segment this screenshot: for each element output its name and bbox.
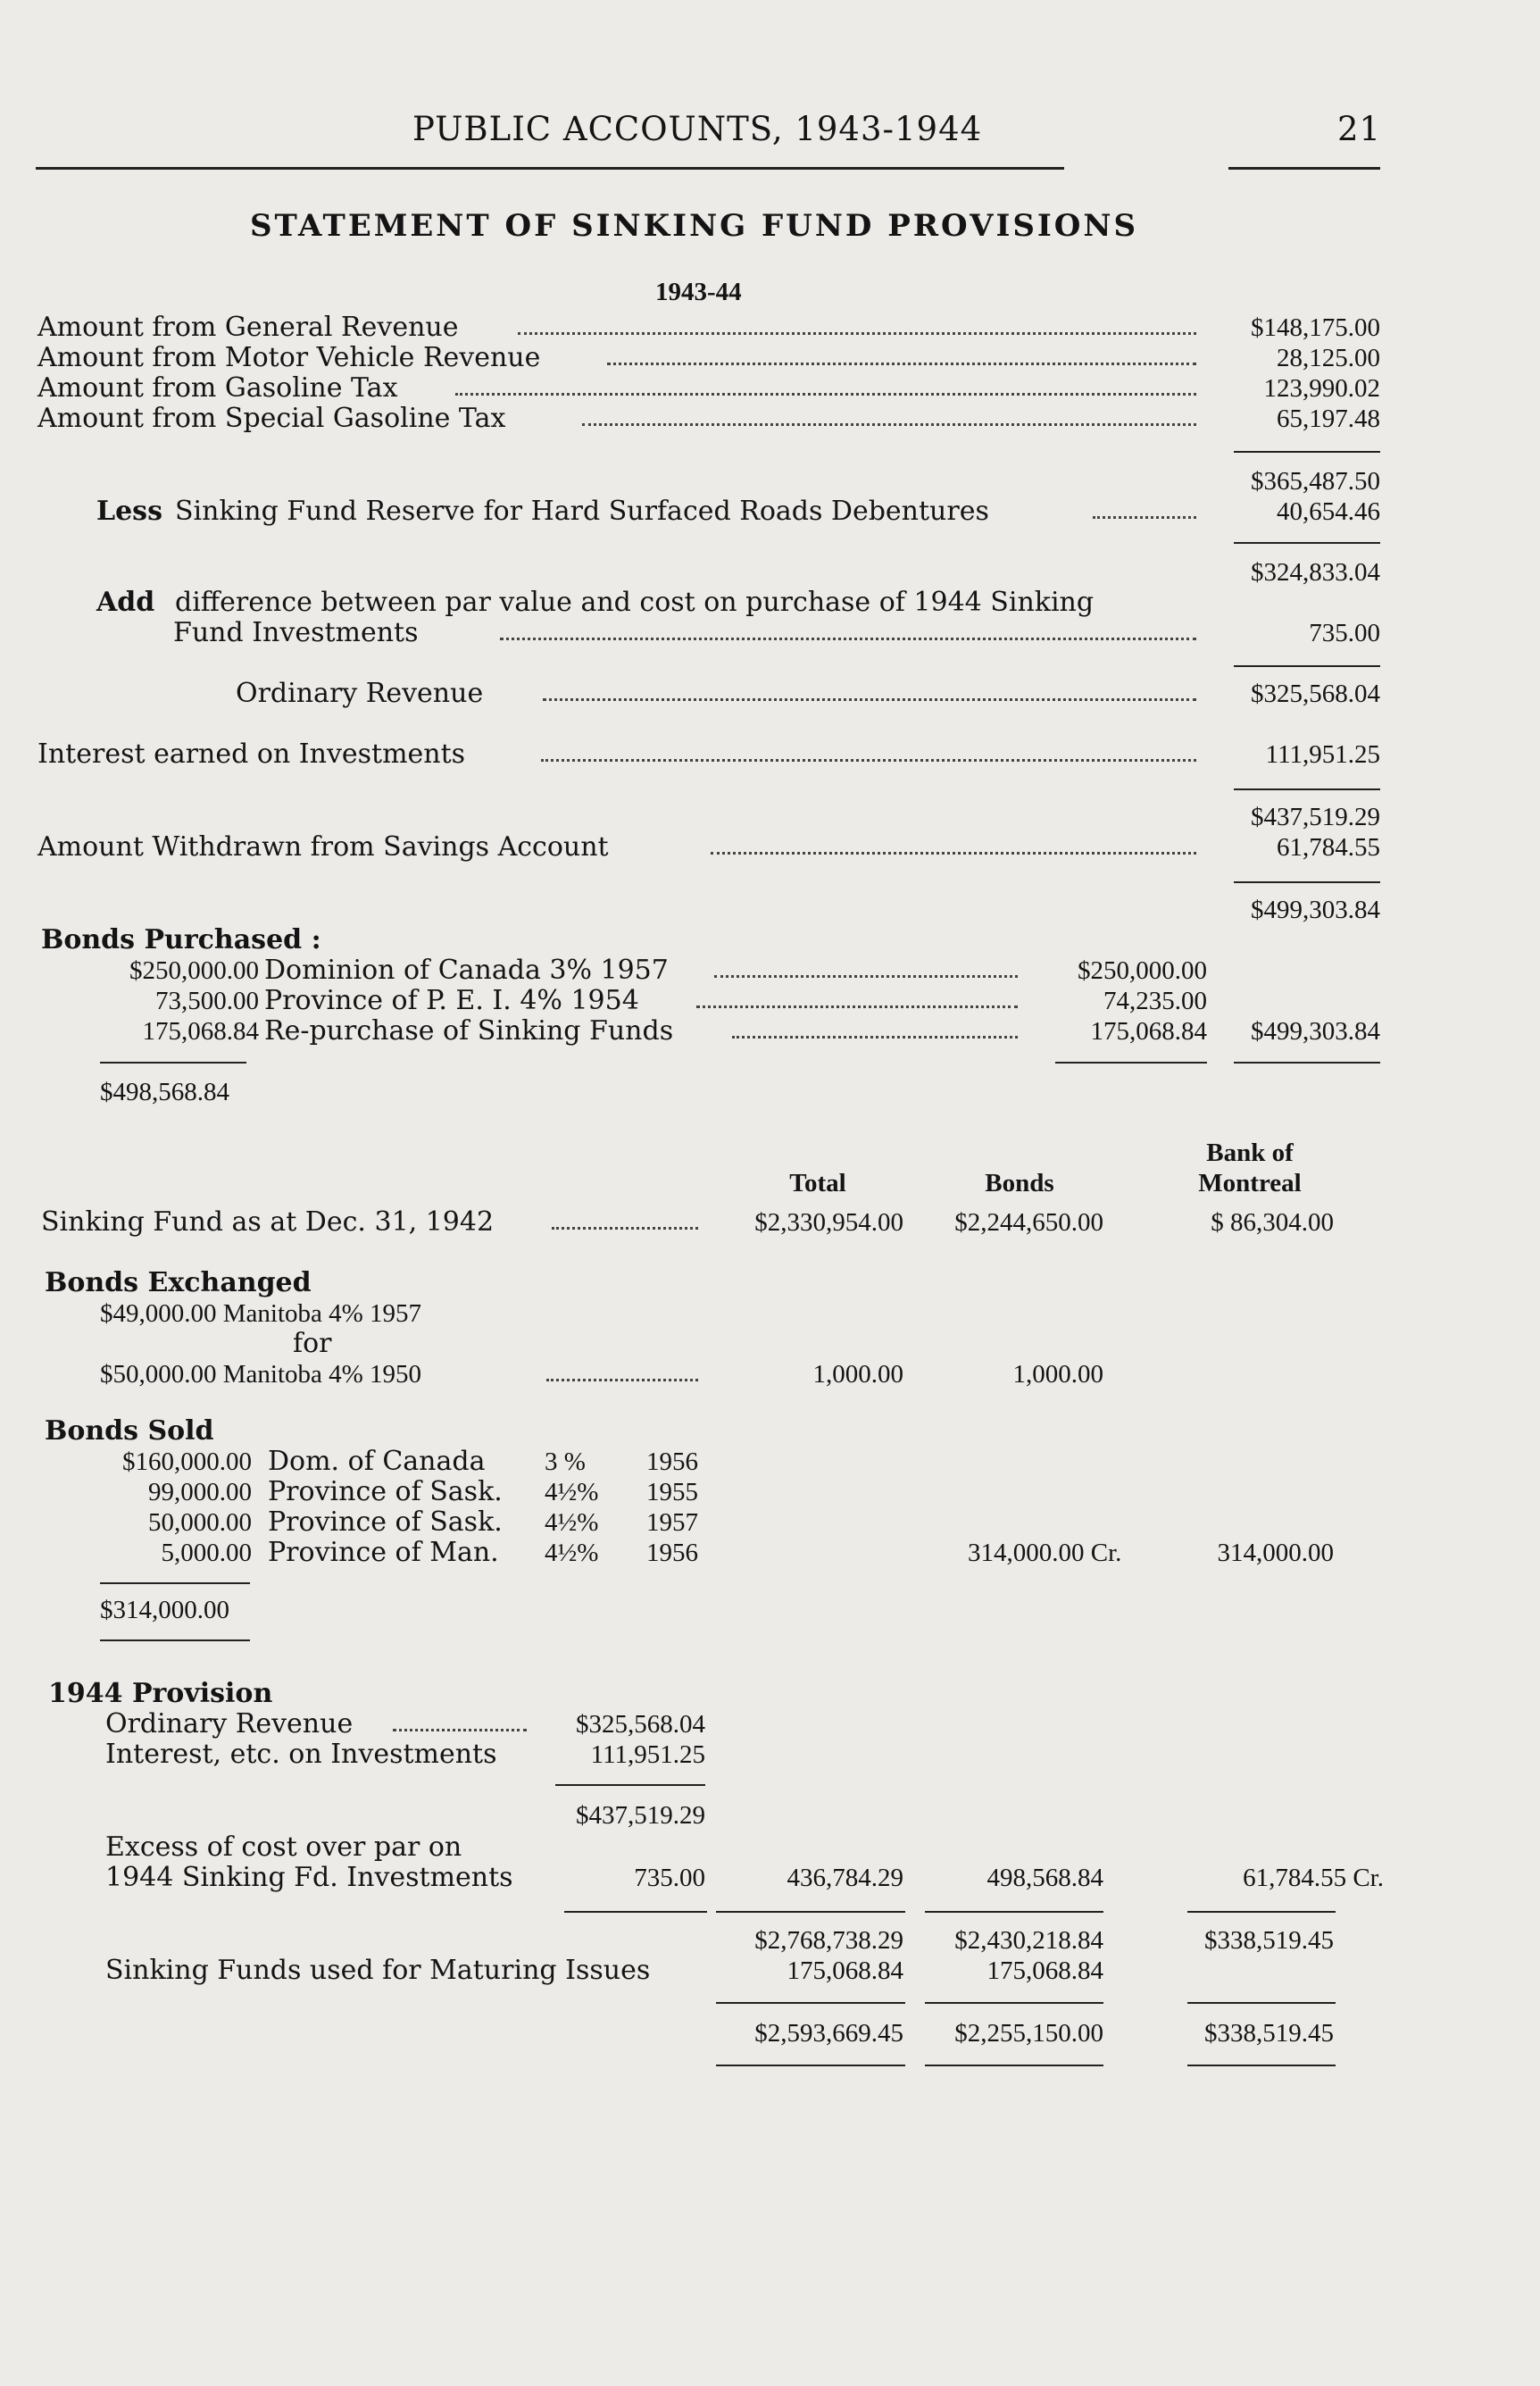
bonds-exchanged-heading: Bonds Exchanged (45, 1267, 312, 1298)
sinking-fund-bank: $ 86,304.00 (1211, 1208, 1334, 1237)
rule (716, 1911, 905, 1913)
purchase-par: 73,500.00 (155, 987, 259, 1015)
exchanged-line2: $50,000.00 Manitoba 4% 1950 (100, 1360, 422, 1389)
exchanged-line1: $49,000.00 Manitoba 4% 1957 (100, 1299, 422, 1328)
rule (1055, 1062, 1207, 1064)
running-title: PUBLIC ACCOUNTS, 1943-1944 (412, 110, 983, 148)
ordinary-revenue-value: $325,568.04 (1251, 680, 1380, 708)
sold-bonds: 314,000.00 Cr. (968, 1539, 1122, 1567)
leader-dots (541, 759, 1196, 762)
rule (925, 2065, 1103, 2066)
leader-dots (546, 1379, 698, 1381)
maturing-label: Sinking Funds used for Maturing Issues (105, 1955, 651, 1986)
column-header-bank-line1: Bank of (1206, 1139, 1294, 1167)
page-number: 21 (1337, 110, 1382, 148)
motor-revenue-label: Amount from Motor Vehicle Revenue (37, 342, 541, 373)
bonds-sold-heading: Bonds Sold (45, 1415, 214, 1447)
exchanged-for: for (293, 1328, 332, 1359)
excess-line2: 1944 Sinking Fd. Investments (105, 1862, 513, 1893)
purchase-desc: Re-purchase of Sinking Funds (264, 1015, 674, 1047)
leader-dots (711, 852, 1196, 855)
grand-bank: $338,519.45 (1204, 1926, 1334, 1955)
leader-dots (607, 363, 1196, 365)
maturing-total: 175,068.84 (787, 1956, 903, 1985)
subtotal-3: $437,519.29 (1251, 803, 1380, 831)
exchanged-total: 1,000.00 (812, 1360, 903, 1389)
leader-dots (393, 1729, 527, 1731)
general-revenue-value: $148,175.00 (1251, 313, 1380, 342)
rule (925, 2002, 1103, 2004)
purchase-desc: Province of P. E. I. 4% 1954 (264, 985, 639, 1016)
sold-amount: $160,000.00 (122, 1447, 252, 1476)
statement-title: STATEMENT OF SINKING FUND PROVISIONS (250, 208, 1139, 244)
statement-year: 1943-44 (655, 278, 742, 306)
rule (1234, 451, 1380, 453)
sold-year: 1956 (646, 1539, 698, 1567)
sold-year: 1957 (646, 1508, 698, 1537)
leader-dots (732, 1036, 1018, 1039)
sold-year: 1955 (646, 1478, 698, 1506)
rule (716, 2065, 905, 2066)
sold-rate: 3 % (545, 1447, 586, 1476)
rule (925, 1911, 1103, 1913)
rule (716, 2002, 905, 2004)
rule (1234, 665, 1380, 667)
add-label: Add (96, 587, 155, 618)
interest-earned-label: Interest earned on Investments (37, 738, 466, 770)
maturing-bonds: 175,068.84 (986, 1956, 1103, 1985)
sold-rate: 4½% (545, 1508, 599, 1537)
leader-dots (696, 1005, 1018, 1008)
sold-name: Dom. of Canada (268, 1446, 486, 1477)
ordinary-revenue-label: Ordinary Revenue (236, 678, 484, 709)
sinking-fund-bonds: $2,244,650.00 (954, 1208, 1103, 1237)
leader-dots (455, 393, 1196, 396)
rule (1187, 2002, 1336, 2004)
leader-dots (552, 1227, 698, 1230)
provision-ordinary-value: $325,568.04 (576, 1710, 705, 1739)
provision-ordinary-label: Ordinary Revenue (105, 1708, 354, 1739)
rule (1187, 2065, 1336, 2066)
sold-name: Province of Sask. (268, 1476, 503, 1507)
sold-rate: 4½% (545, 1478, 599, 1506)
rule (1187, 1911, 1336, 1913)
excess-line1: Excess of cost over par on (105, 1831, 462, 1863)
rule (1234, 542, 1380, 544)
add-text-line2: Fund Investments (173, 617, 419, 648)
purchase-cost: 175,068.84 (1090, 1017, 1207, 1046)
interest-earned-value: 111,951.25 (1265, 740, 1380, 769)
rule (564, 1911, 707, 1913)
provision-interest-label: Interest, etc. on Investments (105, 1739, 497, 1770)
general-revenue-label: Amount from General Revenue (37, 312, 459, 343)
sold-name: Province of Sask. (268, 1506, 503, 1538)
provision-interest-value: 111,951.25 (590, 1740, 705, 1769)
column-header-total: Total (789, 1169, 846, 1197)
provision-bonds: 498,568.84 (986, 1864, 1103, 1892)
motor-revenue-value: 28,125.00 (1277, 344, 1380, 372)
gasoline-tax-value: 123,990.02 (1263, 374, 1380, 403)
final-bank: $338,519.45 (1204, 2019, 1334, 2048)
leader-dots (500, 638, 1196, 640)
purchase-total: $499,303.84 (1251, 1017, 1380, 1046)
provision-bank: 61,784.55 Cr. (1243, 1864, 1384, 1892)
leader-dots (518, 332, 1196, 335)
leader-dots (1093, 516, 1196, 519)
header-rule-right (1228, 167, 1380, 170)
purchase-par: $250,000.00 (129, 956, 259, 985)
leader-dots (714, 975, 1018, 978)
excess-value: 735.00 (634, 1864, 705, 1892)
add-value: 735.00 (1309, 619, 1380, 647)
sold-sum: $314,000.00 (100, 1596, 229, 1624)
leader-dots (582, 423, 1196, 426)
special-gasoline-label: Amount from Special Gasoline Tax (37, 403, 506, 434)
sold-bank: 314,000.00 (1217, 1539, 1334, 1567)
gasoline-tax-label: Amount from Gasoline Tax (37, 372, 398, 404)
provision-heading: 1944 Provision (48, 1678, 273, 1709)
revenue-total: $499,303.84 (1251, 896, 1380, 924)
rule (1234, 1062, 1380, 1064)
rule (100, 1582, 250, 1584)
grand-bonds: $2,430,218.84 (954, 1926, 1103, 1955)
rule (1234, 881, 1380, 883)
sinking-fund-total: $2,330,954.00 (754, 1208, 903, 1237)
grand-total: $2,768,738.29 (754, 1926, 903, 1955)
leader-dots (543, 698, 1196, 701)
rule (555, 1784, 705, 1786)
provision-subtotal: $437,519.29 (576, 1801, 705, 1830)
rule (100, 1639, 250, 1641)
subtotal-2: $324,833.04 (1251, 558, 1380, 587)
sold-year: 1956 (646, 1447, 698, 1476)
purchase-par: 175,068.84 (142, 1017, 259, 1046)
purchase-desc: Dominion of Canada 3% 1957 (264, 955, 669, 986)
sold-rate: 4½% (545, 1539, 599, 1567)
purchase-cost: $250,000.00 (1078, 956, 1207, 985)
less-text: Sinking Fund Reserve for Hard Surfaced Roads Debentures (175, 496, 989, 527)
provision-total: 436,784.29 (787, 1864, 903, 1892)
add-text-line1: difference between par value and cost on purchase of 1944 Sinking (175, 587, 1095, 618)
bonds-purchased-heading: Bonds Purchased : (41, 924, 321, 955)
special-gasoline-value: 65,197.48 (1277, 405, 1380, 433)
final-total: $2,593,669.45 (754, 2019, 903, 2048)
sold-amount: 5,000.00 (161, 1539, 252, 1567)
purchase-cost: 74,235.00 (1103, 987, 1207, 1015)
sold-amount: 50,000.00 (148, 1508, 252, 1537)
withdrawn-label: Amount Withdrawn from Savings Account (37, 831, 609, 863)
rule (1234, 788, 1380, 790)
less-value: 40,654.46 (1277, 497, 1380, 526)
purchase-par-total: $498,568.84 (100, 1078, 229, 1106)
less-label: Less (96, 496, 162, 527)
subtotal-1: $365,487.50 (1251, 467, 1380, 496)
final-bonds: $2,255,150.00 (954, 2019, 1103, 2048)
column-header-bank-line2: Montreal (1198, 1169, 1302, 1197)
header-rule-left (36, 167, 1064, 170)
column-header-bonds: Bonds (985, 1169, 1054, 1197)
sold-amount: 99,000.00 (148, 1478, 252, 1506)
exchanged-bonds: 1,000.00 (1012, 1360, 1103, 1389)
sinking-fund-label: Sinking Fund as at Dec. 31, 1942 (41, 1206, 495, 1238)
withdrawn-value: 61,784.55 (1277, 833, 1380, 862)
sold-name: Province of Man. (268, 1537, 499, 1568)
rule (100, 1062, 246, 1064)
